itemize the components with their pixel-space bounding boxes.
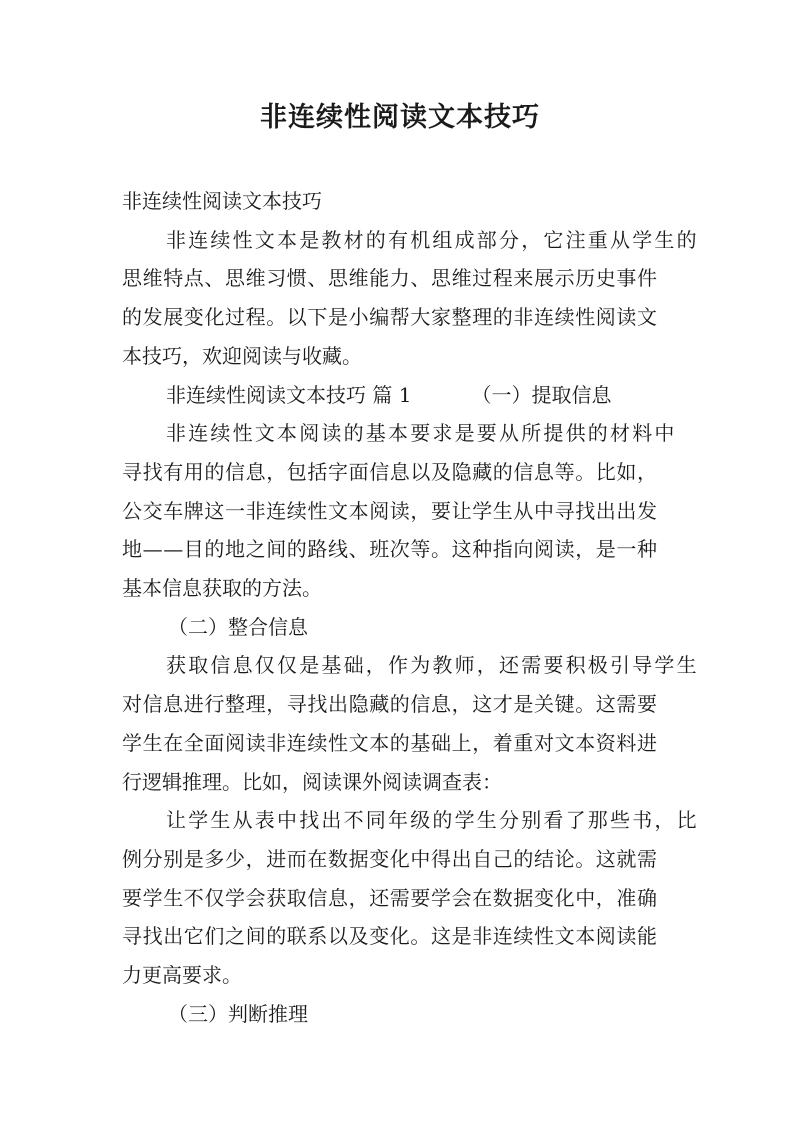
paragraph-intro-line-4: 本技巧，欢迎阅读与收藏。 (122, 343, 362, 368)
paragraph-2-line-1: 获取信息仅仅是基础，作为教师，还需要积极引导学生 (166, 653, 699, 678)
paragraph-3-line-1: 让学生从表中找出不同年级的学生分别看了那些书，比 (166, 808, 699, 833)
subtitle-line: 非连续性阅读文本技巧 (122, 189, 322, 213)
section-heading: 非连续性阅读文本技巧 篇 1 (166, 382, 412, 407)
paragraph-3-line-2: 例分别是多少，进而在数据变化中得出自己的结论。这就需 (122, 846, 658, 871)
paragraph-3-line-3: 要学生不仅学会获取信息，还需要学会在数据变化中，准确 (122, 885, 658, 910)
paragraph-1-line-1: 非连续性文本阅读的基本要求是要从所提供的材料中 (166, 421, 677, 446)
paragraph-1-line-2: 寻找有用的信息，包括字面信息以及隐藏的信息等。比如， (122, 459, 658, 484)
paragraph-1-line-4: 地——目的地之间的路线、班次等。这种指向阅读，是一种 (122, 537, 658, 562)
paragraph-2-line-2: 对信息进行整理，寻找出隐藏的信息，这才是关键。这需要 (122, 692, 658, 717)
paragraph-intro-line-3: 的发展变化过程。以下是小编帮大家整理的非连续性阅读文 (122, 305, 658, 330)
paragraph-1-line-5: 基本信息获取的方法。 (122, 576, 322, 601)
paragraph-intro-line-2: 思维特点、思维习惯、思维能力、思维过程来展示历史事件 (122, 266, 658, 291)
paragraph-3-line-4: 寻找出它们之间的联系以及变化。这是非连续性文本阅读能 (122, 924, 658, 949)
paragraph-intro-line-1: 非连续性文本是教材的有机组成部分，它注重从学生的 (166, 227, 699, 252)
document-title: 非连续性阅读文本技巧 (260, 102, 540, 133)
section-heading-line (122, 376, 682, 415)
paragraph-2-line-3: 学生在全面阅读非连续性文本的基础上，着重对文本资料进 (122, 730, 658, 755)
subsection-heading-3: （三）判断推理 (168, 1001, 308, 1026)
paragraph-2-line-4: 行逻辑推理。比如，阅读课外阅读调查表： (122, 769, 502, 794)
subsection-heading-2: （二）整合信息 (168, 614, 308, 639)
subsection-heading-1: （一）提取信息 (471, 382, 612, 407)
paragraph-1-line-3: 公交车牌这一非连续性文本阅读，要让学生从中寻找出出发 (122, 498, 658, 523)
paragraph-3-line-5: 力更高要求。 (122, 963, 242, 988)
document-body (122, 182, 699, 1033)
